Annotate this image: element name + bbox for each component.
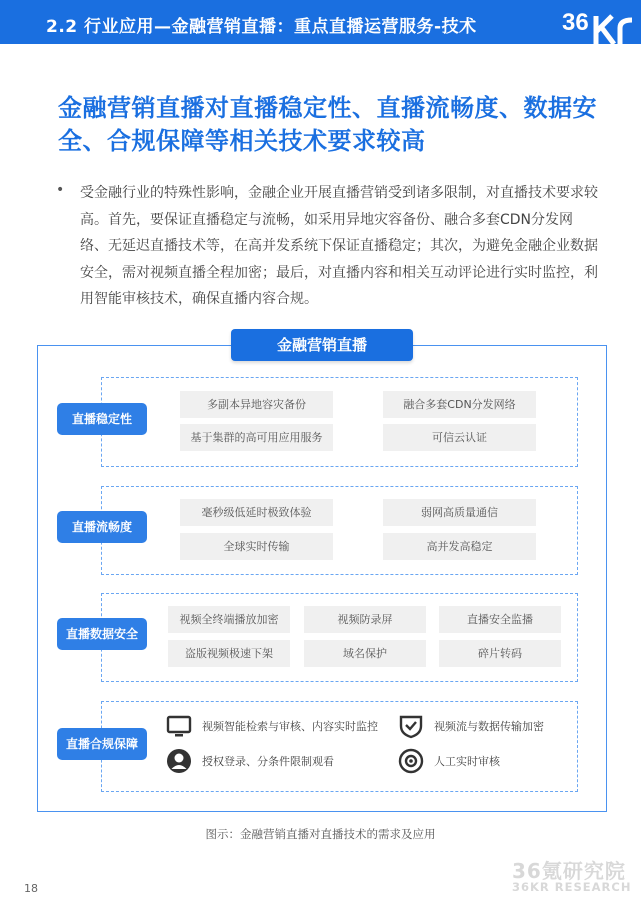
- camera-lens-icon: [398, 748, 424, 774]
- stability-item: 多副本异地容灾备份: [180, 391, 333, 418]
- compliance-item: 授权登录、分条件限制观看: [202, 755, 334, 768]
- section-label-compliance: 直播合规保障: [57, 728, 147, 760]
- data-security-item: 视频防录屏: [304, 606, 426, 633]
- watermark-cn: 36氪研究院: [512, 859, 626, 883]
- header-title: 2.2 行业应用—金融营销直播：重点直播运营服务-技术: [46, 17, 477, 37]
- compliance-item: 视频流与数据传输加密: [434, 720, 544, 733]
- svg-text:36: 36: [562, 9, 589, 36]
- section-label-stability: 直播稳定性: [57, 403, 147, 435]
- 36kr-logo: [560, 2, 641, 44]
- section-heading: 金融营销直播对直播稳定性、直播流畅度、数据安全、合规保障等相关技术要求较高: [58, 94, 597, 155]
- section-label-smoothness: 直播流畅度: [57, 511, 147, 543]
- data-security-item: 盗版视频极速下架: [168, 640, 290, 667]
- body-paragraph: 受金融行业的特殊性影响，金融企业开展直播营销受到诸多限制，对直播技术要求较高。首先，要保证直播稳定与流畅，如采用异地灾容备份、融合多套CDN分发网络、无延迟直播技术等，在高并发系统下保证直播稳定；其次，为避免金融企业数据安全，需对视频直播全程加密；最后，对直播内容和相关互动评论进行实时监控，利用智能审核技术，确保直播内容合规。: [80, 185, 598, 307]
- stability-item: 融合多套CDN分发网络: [383, 391, 536, 418]
- stability-item: 基于集群的高可用应用服务: [180, 424, 333, 451]
- data-security-item: 域名保护: [304, 640, 426, 667]
- compliance-item: 人工实时审核: [434, 755, 500, 768]
- figure-caption: 图示：金融营销直播对直播技术的需求及应用: [205, 827, 436, 841]
- smoothness-item: 弱网高质量通信: [383, 499, 536, 526]
- section-label-data-security: 直播数据安全: [57, 618, 147, 650]
- data-security-item: 直播安全监播: [439, 606, 561, 633]
- data-security-item: 视频全终端播放加密: [168, 606, 290, 633]
- data-security-item: 碎片转码: [439, 640, 561, 667]
- user-icon: [166, 748, 192, 774]
- monitor-icon: [166, 714, 192, 740]
- watermark-en: 36KR RESEARCH: [512, 880, 632, 894]
- smoothness-item: 全球实时传输: [180, 533, 333, 560]
- page-number: 18: [24, 882, 38, 895]
- smoothness-item: 高并发高稳定: [383, 533, 536, 560]
- bullet-dot: •: [56, 182, 65, 198]
- stability-item: 可信云认证: [383, 424, 536, 451]
- header-bar: [0, 0, 641, 44]
- compliance-item: 视频智能检索与审核、内容实时监控: [202, 720, 378, 733]
- diagram-title: 金融营销直播: [231, 329, 413, 361]
- shield-check-icon: [398, 713, 424, 739]
- smoothness-item: 毫秒级低延时极致体验: [180, 499, 333, 526]
